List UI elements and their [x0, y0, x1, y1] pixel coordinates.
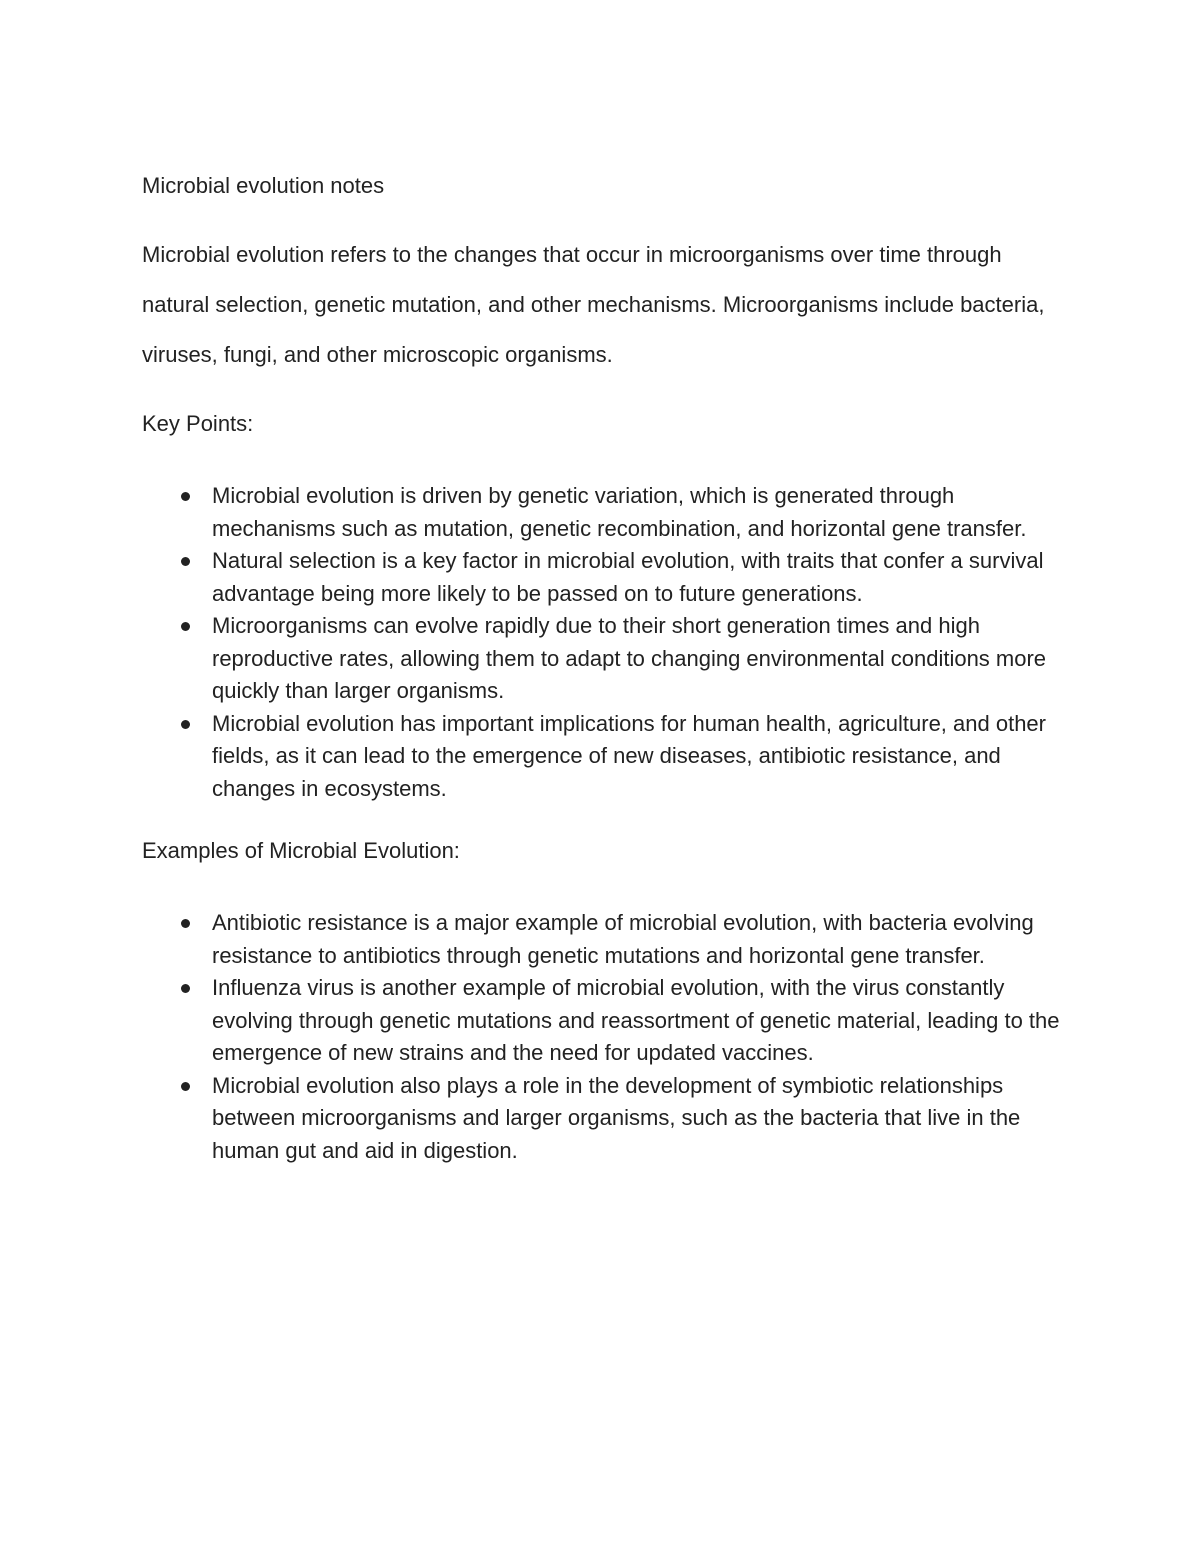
key-points-heading: Key Points:	[142, 411, 254, 436]
list-item	[212, 1070, 1062, 1168]
list-item	[212, 708, 1062, 806]
list-item-text: Microbial evolution is driven by genetic variation, which is generated through mechanisms such as mutation, genetic recombination, and horizontal gene transfer.	[212, 483, 1027, 541]
bullet-icon	[181, 1082, 190, 1091]
document-page	[142, 168, 1062, 1167]
list-item-text: Microorganisms can evolve rapidly due to their short generation times and high reproductive rates, allowing them to adapt to changing environmental conditions more quickly than larger organisms.	[212, 613, 1047, 703]
key-points-list	[142, 480, 1062, 805]
bullet-icon	[181, 622, 190, 631]
bullet-icon	[181, 984, 190, 993]
list-item	[212, 545, 1062, 610]
list-item-text: Antibiotic resistance is a major example of microbial evolution, with bacteria evolving resistance to antibiotics through genetic mutations and horizontal gene transfer.	[212, 910, 1034, 968]
list-item	[212, 480, 1062, 545]
list-item-text: Microbial evolution also plays a role in the development of symbiotic relationships between microorganisms and larger organisms, such as the bacteria that live in the human gut and aid in digestion.	[212, 1072, 1021, 1163]
list-item-text: Natural selection is a key factor in microbial evolution, with traits that confer a survival advantage being more likely to be passed on to future generations.	[212, 548, 1044, 606]
intro-paragraph: Microbial evolution refers to the changes that occur in microorganisms over time through natural selection, genetic mutation, and other mechanisms. Microorganisms include bacteria, viruses, fungi, and other microscopic organisms.	[142, 242, 1045, 367]
examples-heading: Examples of Microbial Evolution:	[142, 838, 460, 863]
bullet-icon	[181, 720, 190, 729]
examples-list	[142, 907, 1062, 1167]
list-item-text: Influenza virus is another example of microbial evolution, with the virus constantly evolving through genetic mutations and reassortment of genetic material, leading to the emergence of new strains and the need for updated vaccines.	[212, 975, 1060, 1065]
list-item	[212, 907, 1062, 972]
bullet-icon	[181, 492, 190, 501]
list-item	[212, 610, 1062, 708]
list-item	[212, 972, 1062, 1070]
bullet-icon	[181, 919, 190, 928]
document-title: Microbial evolution notes	[142, 173, 385, 198]
bullet-icon	[181, 557, 190, 566]
list-item-text: Microbial evolution has important implications for human health, agriculture, and other fields, as it can lead to the emergence of new diseases, antibiotic resistance, and changes in ecosystems.	[212, 710, 1046, 801]
